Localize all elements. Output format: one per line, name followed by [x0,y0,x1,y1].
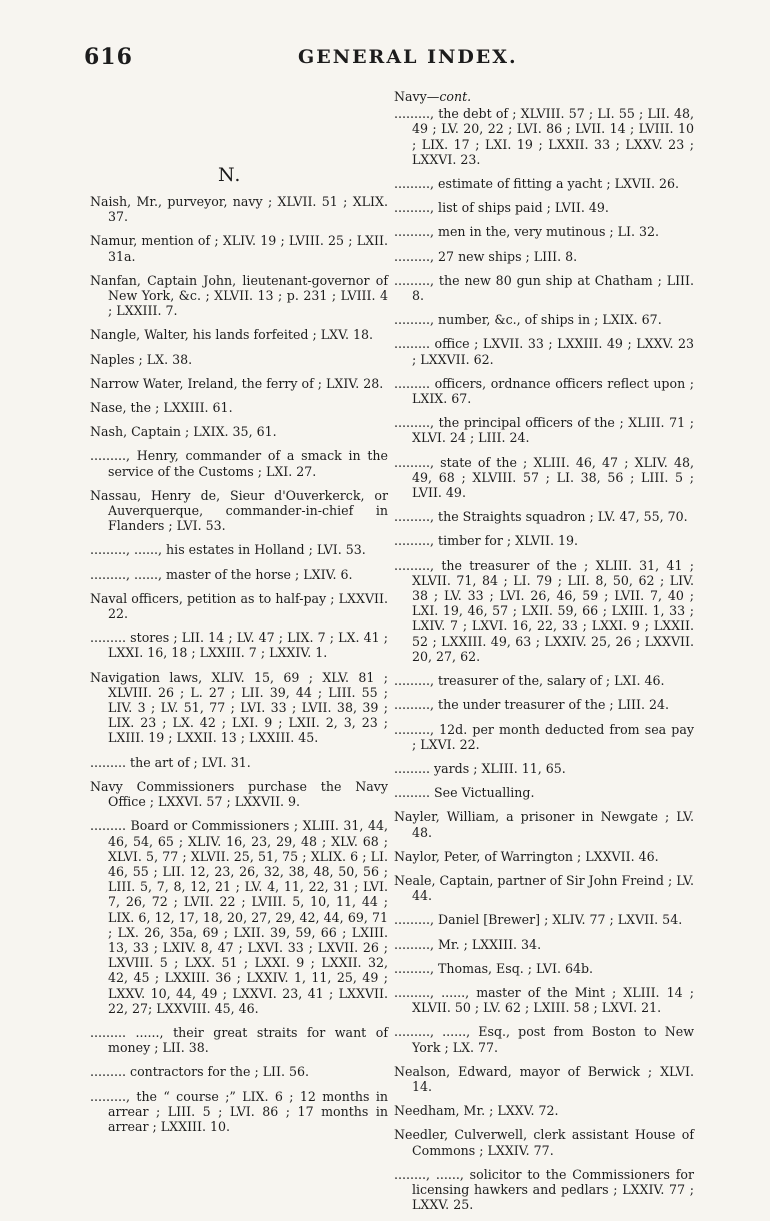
index-entry: ........., ......, master of the Mint ; XLIII. 14 ; XLVII. 50 ; LV. 62 ; LXIII. 58 ; LXVI. 21. [394,984,694,1016]
index-entry: ......... Board or Commissioners ; XLIII. 31, 44, 46, 54, 65 ; XLIV. 16, 23, 29, 48 ; XLV. 68 ; XLVI. 5, 77 ; XLVII. 25, 51, 75 ; XLIX. 6 ; LI. 46, 55 ; LII. 12, 23, 26, 32, 38, 48, 50, 56 ; LIII. 5, 7, 8, 12, 21 ; LV. 4, 11, 22, 31 ; LVI. 7, 26, 72 ; LVII. 22 ; LVIII. 5, 10, 11, 44 ; LIX. 6, 12, 17, 18, 20, 27, 29, 42, 44, 69, 71 ; LX. 26, 35a, 69 ; LXII. 39, 59, 66 ; LXIII. 13, 33 ; LXIV. 8, 47 ; LXVI. 33 ; LXVII. 26 ; LXVIII. 5 ; LXX. 51 ; LXXI. 9 ; LXXII. 32, 42, 45 ; LXXIII. 36 ; LXXIV. 1, 11, 25, 49 ; LXXV. 10, 44, 49 ; LXXVI. 23, 41 ; LXXVII. 22, 27; LXXVIII. 45, 46. [90,818,388,1016]
index-entry: ......... officers, ordnance officers reflect upon ; LXIX. 67. [394,375,694,407]
index-entry: ........., the debt of ; XLVIII. 57 ; LI. 55 ; LII. 48, 49 ; LV. 20, 22 ; LVI. 86 ; LVII. 14 ; LVIII. 10 ; LIX. 17 ; LXI. 19 ; LXXII. 33 ; LXXV. 23 ; LXXVI. 23. [394,106,694,167]
index-entry: ........, ......, solicitor to the Commissioners for licensing hawkers and pedlars ; LXXIV. 77 ; LXXV. 25. [394,1166,694,1213]
index-entry: ........., the principal officers of the ; XLIII. 71 ; XLVI. 24 ; LIII. 24. [394,415,694,446]
index-entry: ........., ......, master of the horse ; LXIV. 6. [90,566,353,582]
right-entries [394,106,694,1212]
continued-heading-text: Navy— [394,89,440,104]
continued-heading [394,89,694,104]
index-entry: ........., state of the ; XLIII. 46, 47 ; XLIV. 48, 49, 68 ; XLVIII. 57 ; LI. 38, 56 ; LIII. 5 ; LVII. 49. [394,454,694,501]
index-entry: ........., the Straights squadron ; LV. 47, 55, 70. [394,509,688,525]
continued-heading-suffix: cont. [439,89,472,104]
index-entry: Needler, Culverwell, clerk assistant House of Commons ; LXXIV. 77. [394,1127,694,1158]
index-entry: ......... See Victualling. [394,785,535,801]
index-entry: ........., ......, Esq., post from Boston to New York ; LX. 77. [394,1024,694,1055]
index-entry: Nash, Captain ; LXIX. 35, 61. [90,424,277,440]
index-entry: ........., Thomas, Esq. ; LVI. 64b. [394,960,594,976]
index-entry: ........., number, &c., of ships in ; LXIX. 67. [394,312,662,328]
index-entry: ........., the new 80 gun ship at Chatham ; LIII. 8. [394,272,694,304]
index-entry: Nase, the ; LXXIII. 61. [90,400,233,416]
page-number: 616 [84,44,133,70]
index-entry: ......... ......, their great straits for want of money ; LII. 38. [90,1024,388,1056]
index-entry: Navy Commissioners purchase the Navy Office ; LXXVI. 57 ; LXXVII. 9. [90,778,388,810]
index-entry: ......... contractors for the ; LII. 56. [90,1064,310,1080]
index-entry: Needham, Mr. ; LXXV. 72. [394,1103,559,1119]
index-entry: ........., the under treasurer of the ; LIII. 24. [394,697,669,713]
index-entry: Narrow Water, Ireland, the ferry of ; LXIV. 28. [90,375,384,391]
index-entry: ........., the treasurer of the ; XLIII. 31, 41 ; XLVII. 71, 84 ; LI. 79 ; LII. 8, 50, 62 ; LIV. 38 ; LV. 33 ; LVI. 26, 46, 59 ; LVII. 7, 40 ; LXI. 19, 46, 57 ; LXII. 59, 66 ; LXIII. 1, 33 ; LXIV. 7 ; LXVI. 16, 22, 33 ; LXXI. 9 ; LXXII. 52 ; LXXIII. 49, 63 ; LXXIV. 25, 26 ; LXXVII. 20, 27, 62. [394,557,694,664]
index-entry: Nealson, Edward, mayor of Berwick ; XLVI. 14. [394,1063,694,1094]
index-entry: ........., Daniel [Brewer] ; XLIV. 77 ; LXVII. 54. [394,912,683,928]
index-entry: ........., 27 new ships ; LIII. 8. [394,248,578,264]
index-entry: Nangle, Walter, his lands forfeited ; LXV. 18. [90,327,373,343]
index-entry: ........., men in the, very mutinous ; LI. 32. [394,224,660,240]
index-entry: ........., the “ course ;” LIX. 6 ; 12 months in arrear ; LIII. 5 ; LVI. 86 ; 17 months in arrear ; LXXIII. 10. [90,1088,388,1134]
index-entry: Nanfan, Captain John, lieutenant-governor of New York, &c. ; XLVII. 13 ; p. 231 ; LVIII. 4 ; LXXIII. 7. [90,272,388,319]
index-entry: Naylor, Peter, of Warrington ; LXXVII. 46. [394,848,659,864]
index-entry: Namur, mention of ; XLIV. 19 ; LVIII. 25 ; LXII. 31a. [90,233,388,264]
index-entry: Naval officers, petition as to half-pay ; LXXVII. 22. [90,590,388,622]
index-entry: ........., Henry, commander of a smack in the service of the Customs ; LXI. 27. [90,448,388,479]
index-entry: ......... the art of ; LVI. 31. [90,754,251,770]
index-entry: Navigation laws, XLIV. 15, 69 ; XLV. 81 ; XLVIII. 26 ; L. 27 ; LII. 39, 44 ; LIII. 55 ; LIV. 3 ; LV. 51, 77 ; LVI. 33 ; LVII. 38, 39 ; LIX. 23 ; LX. 42 ; LXI. 9 ; LXII. 2, 3, 23 ; LXIII. 19 ; LXXII. 13 ; LXXIII. 45. [90,669,388,746]
index-entry: Naish, Mr., purveyor, navy ; XLVII. 51 ; XLIX. 37. [90,194,388,225]
index-entry: ........., list of ships paid ; LVII. 49. [394,200,609,216]
index-entry: ......... stores ; LII. 14 ; LV. 47 ; LIX. 7 ; LX. 41 ; LXXI. 16, 18 ; LXXIII. 7 ; LXXIV. 1. [90,630,388,661]
index-entry: ........., timber for ; XLVII. 19. [394,533,579,549]
index-entry: Nassau, Henry de, Sieur d'Ouverkerck, or Auverquerque, commander-in-chief in Flanders ; LVI. 53. [90,487,388,534]
index-entry: ......... office ; LXVII. 33 ; LXXIII. 49 ; LXXV. 23 ; LXXVII. 62. [394,336,694,367]
index-entry: ........., 12d. per month deducted from sea pay ; LXVI. 22. [394,721,694,752]
index-entry: Neale, Captain, partner of Sir John Freind ; LV. 44. [394,872,694,904]
index-entry: ......... yards ; XLIII. 11, 65. [394,760,566,776]
index-column-left [90,194,388,1143]
index-entry: ........., ......, his estates in Holland ; LVI. 53. [90,542,366,558]
index-entry: Nayler, William, a prisoner in Newgate ; LV. 48. [394,809,694,840]
index-entry: ........., treasurer of the, salary of ; LXI. 46. [394,673,665,689]
index-entry: ........., estimate of fitting a yacht ; LXVII. 26. [394,176,679,192]
page-title: GENERAL INDEX. [298,46,518,68]
index-entry: ........., Mr. ; LXXIII. 34. [394,936,542,952]
index-column-right [394,89,694,1221]
index-entry: Naples ; LX. 38. [90,351,193,367]
section-letter: N. [218,164,242,186]
